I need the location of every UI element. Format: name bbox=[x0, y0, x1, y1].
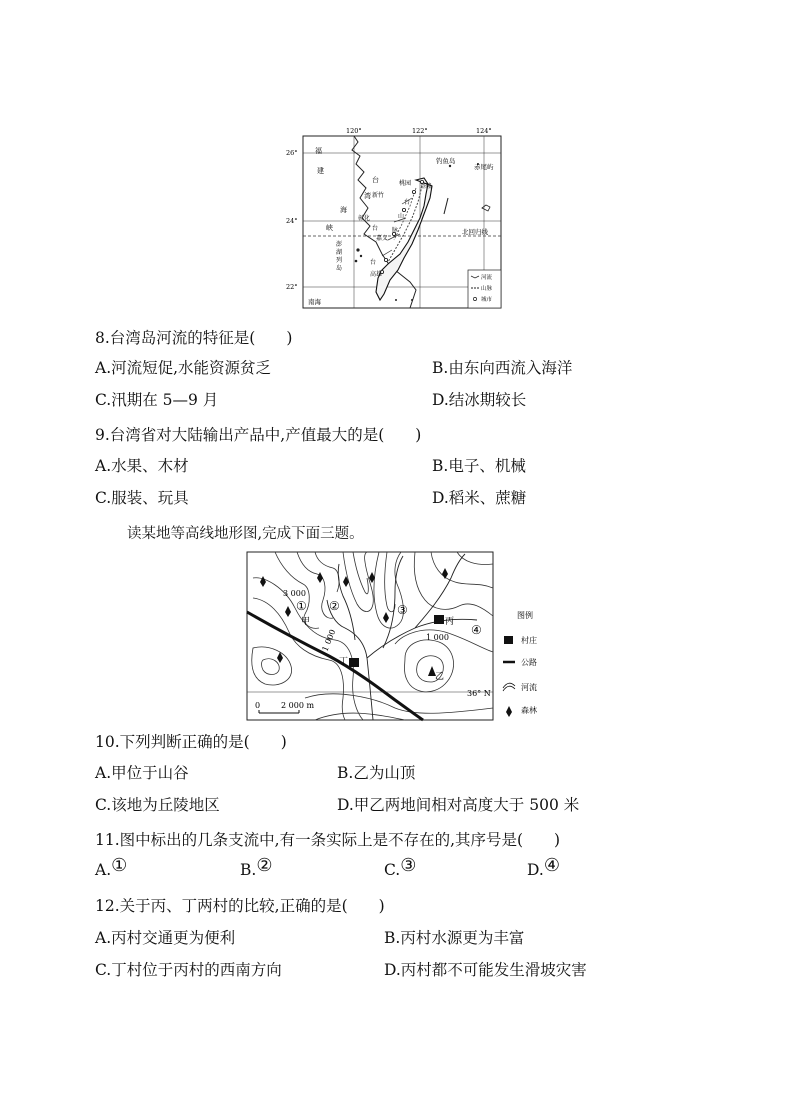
label-jia: 甲 bbox=[301, 617, 311, 627]
q10-option-a[interactable]: A.甲位于山谷 bbox=[95, 764, 189, 782]
label-strait-3: 海 bbox=[340, 206, 347, 214]
q12-option-a[interactable]: A.丙村交通更为便利 bbox=[95, 929, 236, 947]
map2-legend bbox=[503, 610, 537, 717]
q8-option-a[interactable]: A.河流短促,水能资源贫乏 bbox=[95, 359, 272, 377]
tributary-marker-4: ④ bbox=[471, 623, 482, 637]
q8-option-b[interactable]: B.由东向西流入海洋 bbox=[432, 359, 573, 377]
question-12-stem: 12.关于丙、丁两村的比较,正确的是( ) bbox=[95, 897, 385, 915]
tributary-marker-1: ① bbox=[296, 599, 307, 613]
label-ding: 丁 bbox=[339, 657, 349, 667]
q10-option-c[interactable]: C.该地为丘陵地区 bbox=[95, 796, 220, 814]
label-penghu-4: 岛 bbox=[336, 265, 343, 272]
lat-24: 24° bbox=[286, 217, 298, 225]
label-chiwei: 赤尾屿 bbox=[474, 163, 494, 171]
q9-option-d[interactable]: D.稻米、蔗糖 bbox=[432, 489, 527, 507]
question-8-stem: 8.台湾岛河流的特征是( ) bbox=[95, 329, 293, 347]
label-mountain-2: 山 bbox=[398, 213, 405, 220]
q8-option-c[interactable]: C.汛期在 5—9 月 bbox=[95, 391, 219, 409]
tributary-marker-2: ② bbox=[329, 599, 340, 613]
legend-village: 村庄 bbox=[521, 636, 537, 645]
question-10-stem: 10.下列判断正确的是( ) bbox=[95, 733, 287, 751]
label-taoyuan: 桃园 bbox=[399, 180, 412, 187]
label-yi: 乙 bbox=[435, 672, 445, 682]
lon-122: 122° bbox=[412, 127, 428, 135]
label-mountain-3: 脉 bbox=[392, 227, 399, 234]
q9-option-a[interactable]: A.水果、木材 bbox=[95, 457, 189, 475]
legend-mountain: 山脉 bbox=[481, 286, 493, 292]
question-9-stem: 9.台湾省对大陆输出产品中,产值最大的是( ) bbox=[95, 426, 422, 444]
label-strait-4: 峡 bbox=[326, 224, 333, 232]
q12-option-b[interactable]: B.丙村水源更为丰富 bbox=[384, 929, 525, 947]
label-kaohsiung: 高雄 bbox=[370, 271, 383, 278]
q11-option-d-letter: D. bbox=[527, 861, 544, 879]
label-keelung: 基隆 bbox=[420, 183, 433, 190]
label-taichung: 台 bbox=[372, 225, 379, 232]
q11-option-a[interactable] bbox=[95, 855, 128, 880]
scale-distance: 2 000 m bbox=[281, 701, 315, 710]
lon-120: 120° bbox=[346, 127, 362, 135]
section-intro: 读某地等高线地形图,完成下面三题。 bbox=[127, 526, 364, 542]
contour-label-3000: 3 000 bbox=[283, 589, 306, 598]
lat-22: 22° bbox=[286, 283, 298, 291]
label-tainan: 台 bbox=[370, 259, 377, 266]
label-changhua: 彰化 bbox=[358, 215, 371, 222]
question-11-stem: 11.图中标出的几条支流中,有一条实际上是不存在的,其序号是( ) bbox=[95, 831, 561, 849]
label-diaoyu: 钓鱼岛 bbox=[436, 157, 456, 165]
q10-option-d[interactable]: D.甲乙两地间相对高度大于 500 米 bbox=[337, 796, 580, 814]
label-fujian-2: 建 bbox=[317, 167, 324, 175]
q11-option-b[interactable] bbox=[240, 855, 273, 880]
q9-option-b[interactable]: B.电子、机械 bbox=[432, 457, 526, 475]
contour-label-1000-right: 1 000 bbox=[426, 633, 449, 642]
legend-city: 城市 bbox=[481, 297, 493, 303]
q8-option-d[interactable]: D.结冰期较长 bbox=[432, 391, 527, 409]
label-penghu-3: 列 bbox=[336, 257, 343, 264]
label-tropic: 北回归线 bbox=[462, 228, 488, 236]
label-chiayi: 嘉义 bbox=[376, 235, 389, 242]
scale-zero: 0 bbox=[255, 701, 261, 710]
label-strait-2: 湾 bbox=[364, 192, 371, 200]
q12-option-c[interactable]: C.丁村位于丙村的西南方向 bbox=[95, 961, 282, 979]
legend-river: 河流 bbox=[481, 275, 493, 281]
q11-option-c[interactable] bbox=[384, 855, 417, 880]
lat-26: 26° bbox=[286, 149, 298, 157]
legend-river: 河流 bbox=[521, 683, 537, 692]
latitude-36n: 36° N bbox=[467, 689, 491, 698]
legend-road: 公路 bbox=[521, 658, 537, 667]
label-penghu-2: 湖 bbox=[336, 249, 343, 256]
tributary-marker-3: ③ bbox=[397, 603, 408, 617]
label-south-china-sea: 南海 bbox=[308, 298, 321, 306]
q11-option-b-mark: ② bbox=[256, 855, 273, 876]
q12-option-d[interactable]: D.丙村都不可能发生滑坡灾害 bbox=[384, 961, 587, 979]
map1-legend bbox=[468, 270, 501, 308]
q11-option-d-mark: ④ bbox=[543, 855, 560, 876]
q11-option-b-letter: B. bbox=[240, 861, 257, 879]
label-mountain-1: 台 bbox=[404, 199, 411, 206]
label-fujian-1: 福 bbox=[315, 147, 322, 155]
q9-option-c[interactable]: C.服装、玩具 bbox=[95, 489, 189, 507]
label-strait-1: 台 bbox=[372, 176, 379, 184]
q11-option-a-letter: A. bbox=[95, 861, 112, 879]
label-bing: 丙 bbox=[445, 617, 455, 627]
label-penghu-1: 澎 bbox=[336, 241, 343, 248]
contour-map bbox=[245, 548, 550, 723]
q11-option-d[interactable] bbox=[527, 855, 560, 880]
contour-label-1000-left: 1 000 bbox=[320, 628, 338, 653]
q11-option-a-mark: ① bbox=[111, 855, 128, 876]
legend-title: 图例 bbox=[517, 611, 533, 620]
taiwan-map bbox=[286, 122, 506, 312]
lon-124: 124° bbox=[476, 127, 492, 135]
q11-option-c-letter: C. bbox=[384, 861, 401, 879]
q11-option-c-mark: ③ bbox=[400, 855, 417, 876]
legend-forest: 森林 bbox=[521, 706, 537, 715]
q10-option-b[interactable]: B.乙为山顶 bbox=[337, 764, 416, 782]
label-hsinchu: 新竹 bbox=[372, 192, 385, 199]
